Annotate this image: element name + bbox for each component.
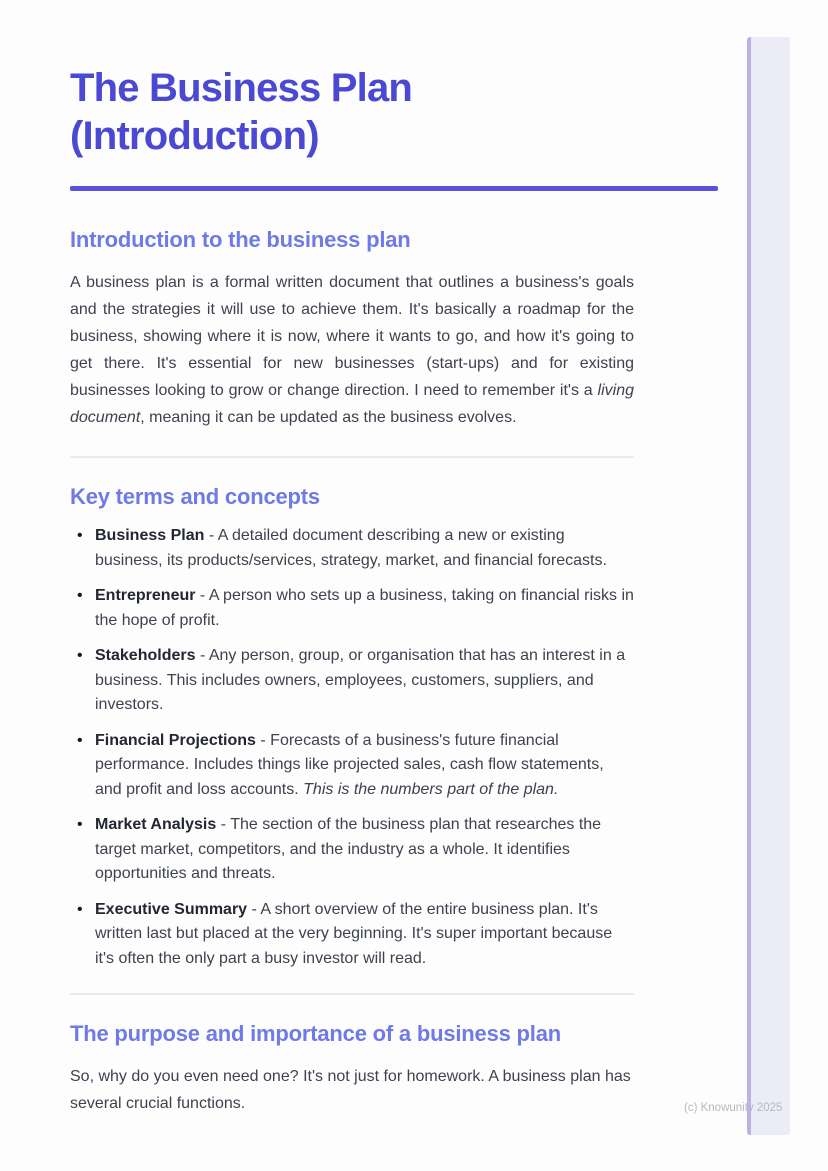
intro-section-heading: Introduction to the business plan: [70, 227, 411, 252]
section-divider: [70, 993, 634, 995]
purpose-section-heading: The purpose and importance of a business plan: [70, 1021, 561, 1046]
page-title-line-2: (Introduction): [70, 114, 319, 158]
next-page-edge-strip[interactable]: [747, 37, 790, 1135]
intro-paragraph: [70, 269, 634, 431]
key-term-name: Financial Projections: [95, 731, 256, 749]
key-terms-section-heading: Key terms and concepts: [70, 484, 320, 509]
key-term-item: [70, 898, 634, 972]
key-term-item: [70, 729, 634, 803]
intro-paragraph-italic-text: living document: [70, 382, 634, 426]
key-terms-list: [70, 524, 634, 971]
key-term-item: [70, 813, 634, 887]
key-term-name: Business Plan: [95, 527, 205, 544]
key-term-desc: - A detailed document describing a new or existing business, its products/services, strategy, market, and financial forecasts.: [95, 527, 607, 569]
page-title: [70, 64, 634, 160]
key-term-desc: - Any person, group, or organisation that has an interest in a business. This includes owners, employees, customers, suppliers, and investors.: [95, 647, 626, 713]
intro-paragraph-tail-text: , meaning it can be updated as the business evolves.: [140, 409, 517, 426]
key-term-desc: - The section of the business plan that researches the target market, competitors, and the industry as a whole. It identifies opportunities and threats.: [95, 816, 602, 882]
key-term-name: Stakeholders: [95, 647, 196, 664]
key-term-item: [70, 644, 634, 718]
section-divider: [70, 456, 634, 458]
purpose-paragraph: So, why do you even need one? It's not just for homework. A business plan has several crucial functions.: [70, 1068, 631, 1112]
key-term-item: [70, 524, 634, 573]
title-divider-rule: [70, 186, 718, 191]
key-term-item: [70, 584, 634, 633]
key-term-desc: - A person who sets up a business, taking on financial risks in the hope of profit.: [95, 587, 634, 629]
page-title-line-1: The Business Plan: [70, 66, 413, 110]
key-term-desc: - Forecasts of a business's future financial performance. Includes things like projected sales, cash flow statements, and profit and loss accounts.: [95, 731, 604, 798]
key-term-desc-italic: This is the numbers part of the plan.: [303, 780, 559, 798]
document-content: [70, 0, 634, 1117]
key-term-name: Market Analysis: [95, 816, 217, 833]
footer-copyright: (c) Knowunity 2025: [684, 1102, 783, 1114]
key-term-desc: - A short overview of the entire business plan. It's written last but placed at the very beginning. It's super important because it's often the only part a busy investor will read.: [95, 900, 613, 967]
intro-paragraph-text: A business plan is a formal written document that outlines a business's goals and the strategies it will use to achieve them. It's basically a roadmap for the business, showing where it is now, where it wants to go, and how it's going to get there. It's essential for new businesses (start-ups) and for existing businesses looking to grow or change direction. I need to remember it's a: [70, 274, 634, 399]
key-term-name: Executive Summary: [95, 900, 248, 918]
key-term-name: Entrepreneur: [95, 587, 196, 604]
